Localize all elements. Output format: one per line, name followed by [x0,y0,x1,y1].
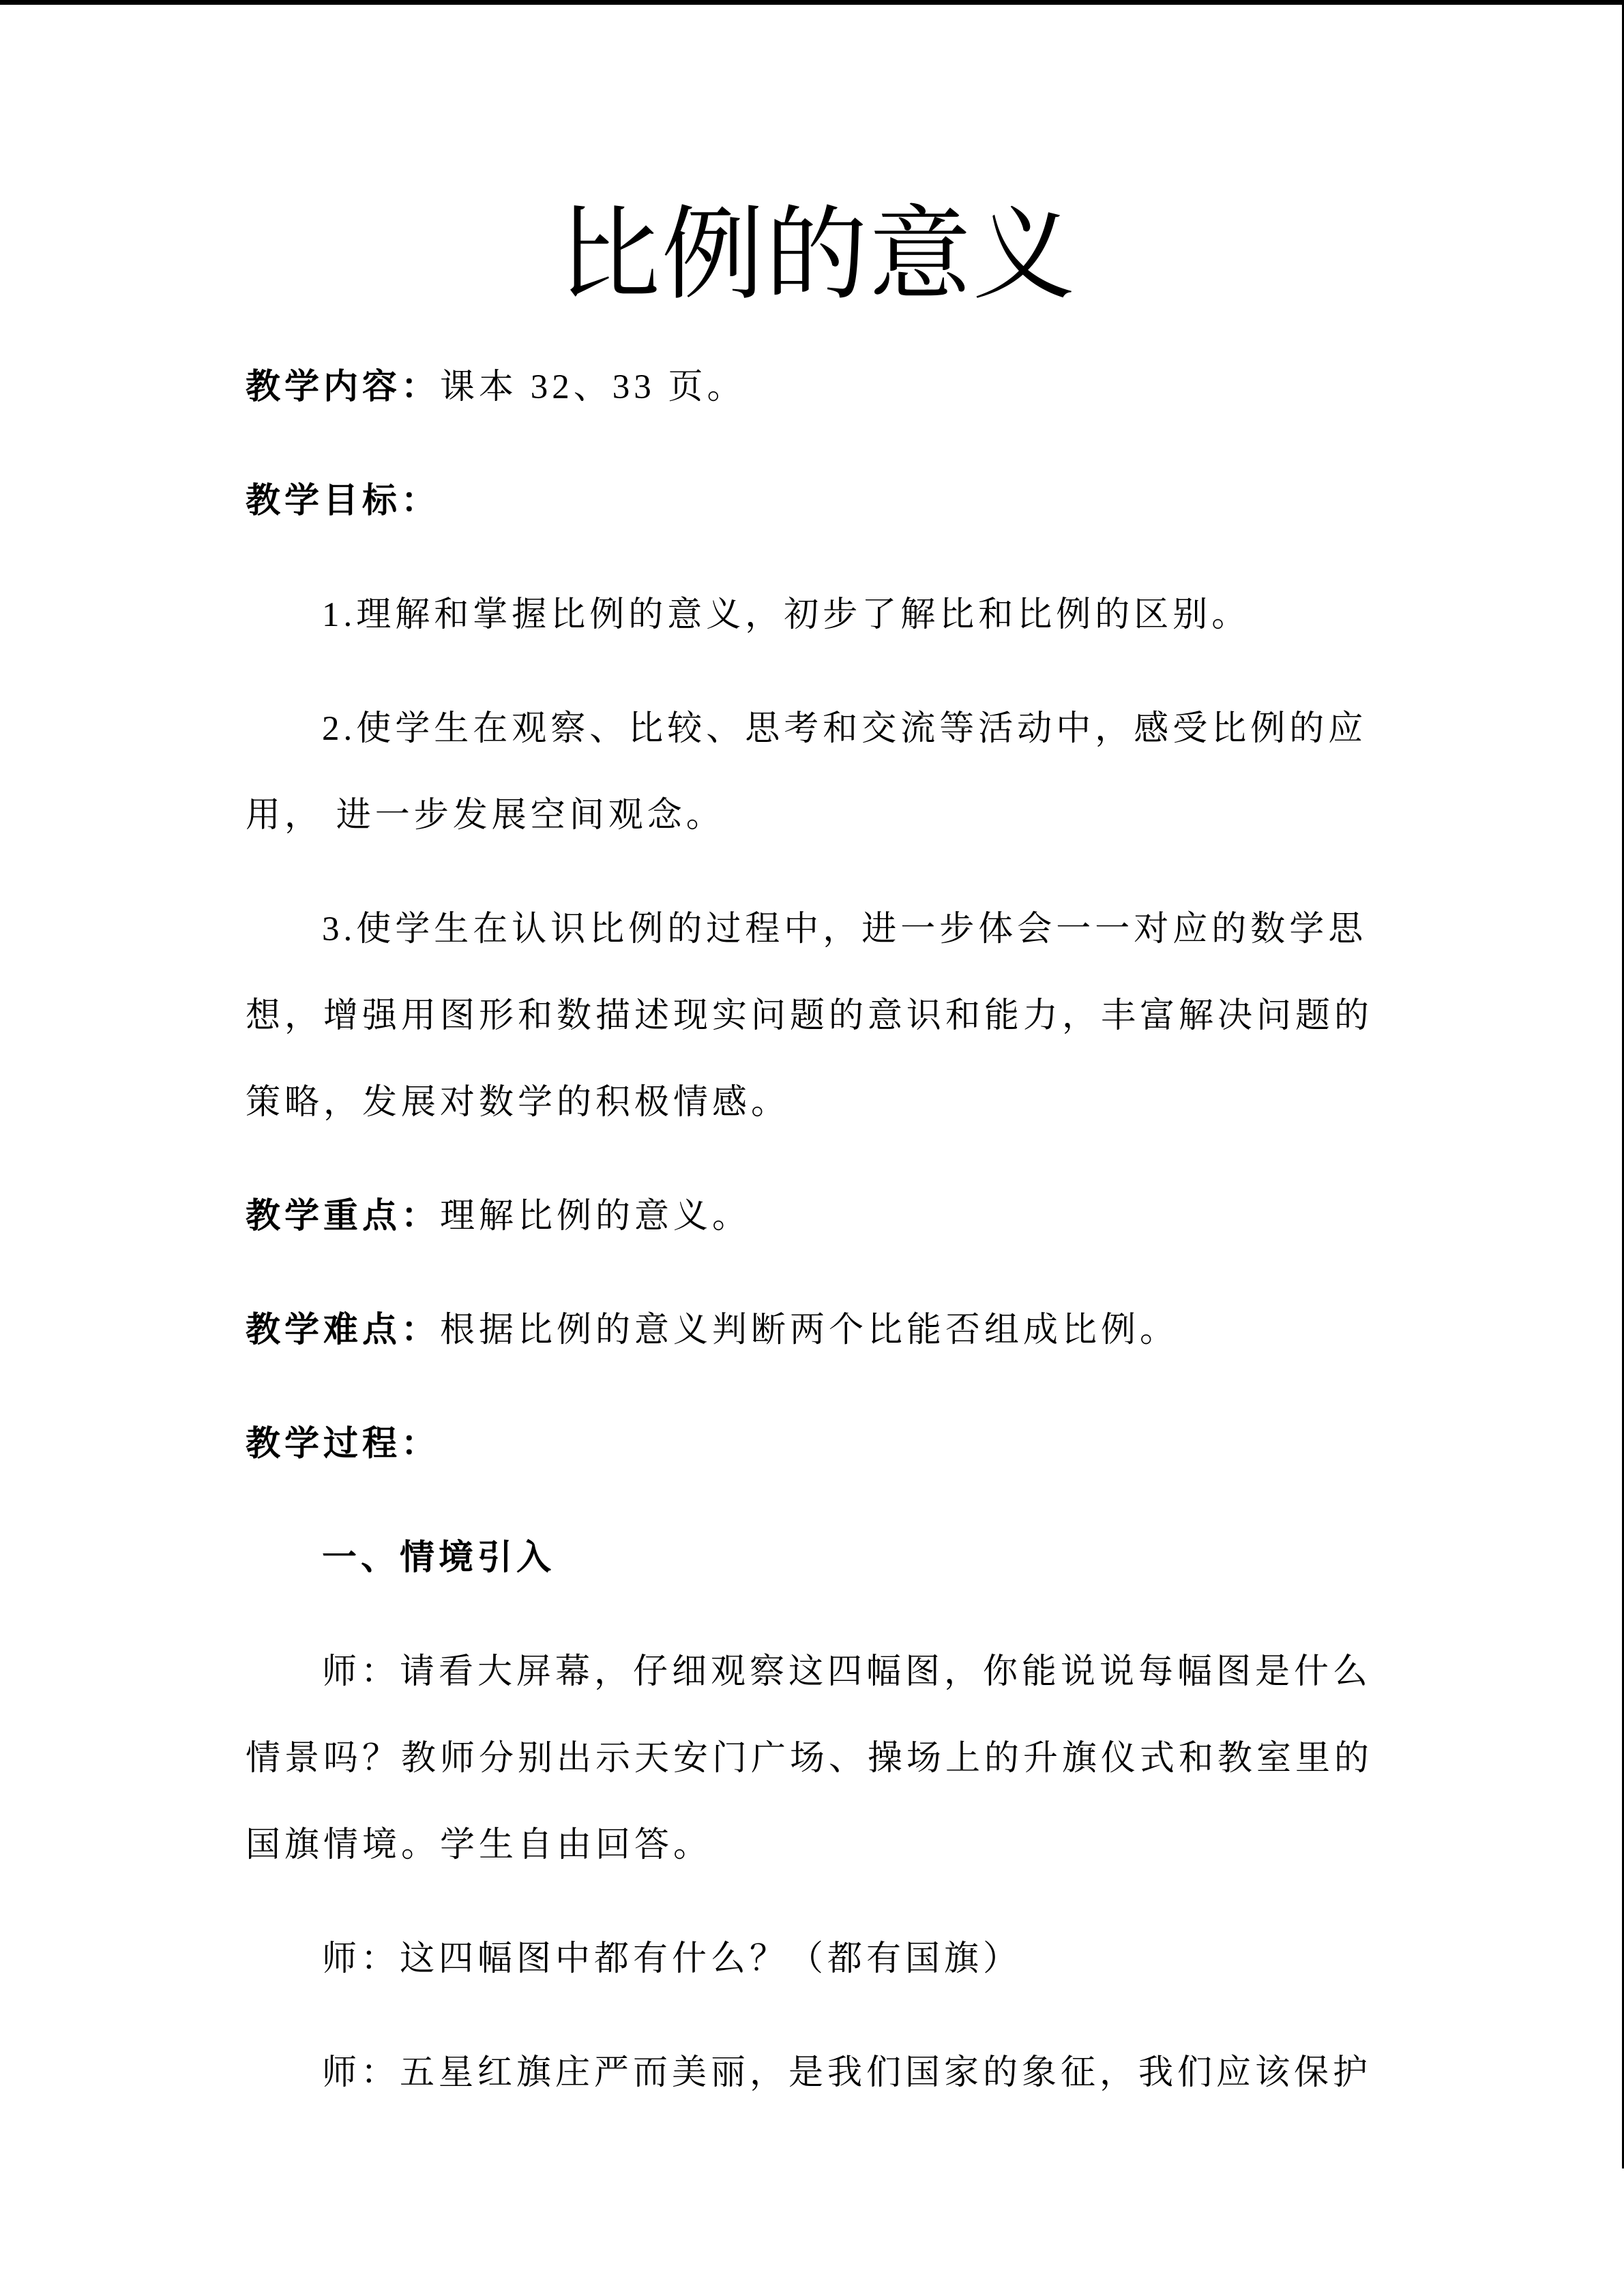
paragraph-line [246,458,1389,545]
paragraph-line [246,1802,1389,1889]
paragraph-line [246,1916,1389,2003]
paragraph-line [246,886,1389,973]
document-title: 比例的意义 [557,199,1076,312]
paragraph-line [246,973,1389,1060]
paragraph-line [246,1060,1389,1146]
text-run: 根据比例的意义判断两个比能否组成比例。 [440,1311,1179,1350]
paragraph-line [246,344,1389,431]
text-run: 师：这四幅图中都有什么？（都有国旗） [322,1940,1022,1978]
text-run-bold: 一、情境引入 [322,1539,556,1577]
paragraph-list [246,344,1389,2117]
paragraph-line [246,686,1389,773]
text-run: 师：请看大屏幕，仔细观察这四幅图，你能说说每幅图是什么 [322,1653,1372,1691]
paragraph-line [246,572,1389,659]
paragraph-line [246,1401,1389,1488]
paragraph-line [246,1716,1389,1802]
paragraph-line [246,1287,1389,1374]
paragraph-line [246,1629,1389,1716]
text-run: 课本 32、33 页。 [440,368,746,406]
text-run-bold: 教学过程： [246,1425,441,1463]
text-run: 理解比例的意义。 [440,1197,752,1236]
paragraph-line [246,773,1389,859]
text-run-bold: 教学难点： [246,1311,441,1350]
text-run: 国旗情境。学生自由回答。 [246,1826,713,1864]
text-run: 2.使学生在观察、比较、思考和交流等活动中，感受比例的应 [322,710,1368,748]
text-run: 想，增强用图形和数描述现实问题的意识和能力，丰富解决问题的 [246,997,1374,1035]
text-run-bold: 教学目标： [246,482,441,520]
text-run: 情景吗？教师分别出示天安门广场、操场上的升旗仪式和教室里的 [246,1740,1374,1778]
paragraph-line [246,1515,1389,1602]
paragraph-line [246,2030,1389,2117]
text-run-bold: 教学重点： [246,1197,441,1236]
paragraph-line [246,1174,1389,1260]
text-run: 1.理解和掌握比例的意义，初步了解比和比例的区别。 [322,596,1251,634]
text-run: 3.使学生在认识比例的过程中，进一步体会一一对应的数学思 [322,910,1368,949]
text-run: 用， 进一步发展空间观念。 [246,796,725,835]
text-run-bold: 教学内容： [246,368,441,406]
document-content [246,0,1389,2117]
text-run: 师：五星红旗庄严而美丽，是我们国家的象征，我们应该保护 [322,2054,1372,2092]
text-run: 策略，发展对数学的积极情感。 [246,1084,791,1122]
